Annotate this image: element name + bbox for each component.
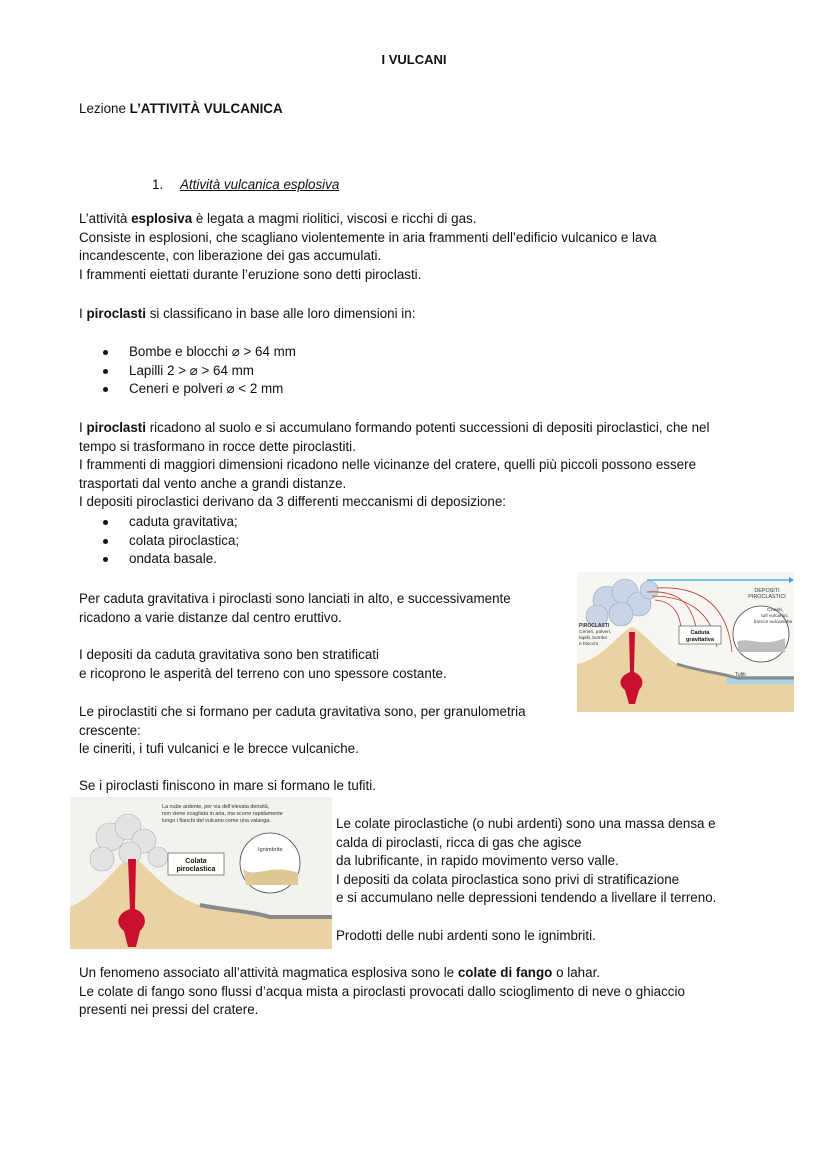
list-item: Ceneri e polveri ⌀ < 2 mm (79, 380, 759, 399)
list-item: caduta gravitativa; (79, 513, 759, 532)
section-title: Attività vulcanica esplosiva (180, 177, 340, 192)
paragraph-ignimbrites: Prodotti delle nubi ardenti sono le ignimbriti. (336, 928, 596, 943)
svg-text:Colata: Colata (185, 858, 207, 865)
paragraph-tufiti: Se i piroclasti finiscono in mare si formano le tufiti. (79, 778, 376, 793)
paragraph-granulometry: Le piroclastiti che si formano per caduta gravitativa sono, per granulometria crescente: le cineriti, i tufi vulcanici e le brecce vulcaniche. (79, 704, 526, 757)
lesson-prefix: Lezione (79, 101, 130, 116)
svg-text:e blocchi: e blocchi (579, 642, 598, 647)
svg-text:brecce vulcaniche: brecce vulcaniche (753, 620, 793, 625)
paragraph-explosive: L’attività esplosiva è legata a magmi riolitici, viscosi e ricchi di gas. Consiste in esplosioni, che scagliano violentemente in aria frammenti dell’edificio vulcanico e lava incandescente, con liberazione dei gas accumulati. I frammenti eiettati durante l’eruzione sono detti piroclasti. (79, 211, 657, 282)
paragraph-fall-deposits: I depositi da caduta gravitativa sono ben stratificati e ricoprono le asperità del terreno con uno spessore costante. (79, 647, 447, 681)
paragraph-lahar: Un fenomeno associato all’attività magmatica esplosiva sono le colate di fango o lahar. Le colate di fango sono flussi d’acqua mista a piroclasti provocati dallo scioglimento di neve o ghiaccio presenti nei pressi del cratere. (79, 965, 685, 1018)
figure-gravitational-fall (577, 572, 794, 712)
svg-text:non viene scagliata in aria, m: non viene scagliata in aria, ma scorre rapidamente (162, 811, 283, 817)
svg-text:DEPOSITI: DEPOSITI (754, 588, 780, 594)
paragraph-fall: Per caduta gravitativa i piroclasti sono lanciati in alto, e successivamente ricadono a varie distanze dal centro eruttivo. (79, 591, 511, 625)
svg-text:Cineriti,: Cineriti, (766, 608, 784, 613)
bold-esplosiva: esplosiva (131, 211, 193, 226)
svg-text:tufi vulcanici,: tufi vulcanici, (761, 614, 789, 619)
paragraph-deposits: I piroclasti ricadono al suolo e si accumulano formando potenti successioni di depositi piroclastici, che nel tempo si trasformano in rocce dette piroclastiti. I frammenti di maggiori dimensioni ricadono nelle vicinanze del cratere, quelli più piccoli possono essere trasportati dal vento anche a grandi distanze. I depositi piroclastici derivano da 3 differenti meccanismi di deposizione: (79, 420, 710, 510)
page-title: I VULCANI (381, 52, 447, 67)
bold-piroclasti-2: piroclasti (86, 420, 146, 435)
svg-text:PIROCLASTI: PIROCLASTI (579, 623, 610, 629)
svg-text:piroclastica: piroclastica (176, 866, 216, 873)
list-item: ondata basale. (79, 550, 759, 569)
svg-text:Tufiti: Tufiti (735, 672, 746, 678)
svg-text:Ceneri, polveri,: Ceneri, polveri, (579, 630, 612, 635)
list-item: colata piroclastica; (79, 532, 759, 551)
size-list (79, 343, 759, 399)
svg-text:Ignimbrite: Ignimbrite (258, 847, 283, 853)
lesson-line (79, 100, 283, 119)
svg-text:La nube ardente, per via dell’: La nube ardente, per via dell’elevata densità, (162, 804, 270, 810)
svg-text:lapilli, bombe: lapilli, bombe (579, 636, 607, 641)
paragraph-pyroclastic-flows: Le colate piroclastiche (o nubi ardenti) sono una massa densa e calda di piroclasti, ricca di gas che agisce da lubrificante, in rapido movimento verso valle. I depositi da colata piroclastica sono privi di stratificazione e si accumulano nelle depressioni tendendo a livellare il terreno. (336, 816, 717, 906)
lesson-name: L’ATTIVITÀ VULCANICA (129, 101, 283, 116)
list-item: Lapilli 2 > ⌀ > 64 mm (79, 362, 759, 381)
bold-piroclasti: piroclasti (86, 306, 146, 321)
section-heading (152, 176, 339, 195)
svg-text:Caduta: Caduta (690, 630, 710, 636)
figure-pyroclastic-flow (70, 797, 332, 949)
svg-text:PIROCLASTICI: PIROCLASTICI (748, 594, 786, 600)
section-number: 1. (152, 177, 164, 192)
svg-text:gravitativa: gravitativa (686, 637, 714, 643)
bold-colate-di-fango: colate di fango (457, 965, 553, 980)
svg-text:lungo i fianchi del vulcano co: lungo i fianchi del vulcano come una valanga. (162, 818, 271, 824)
mechanism-list (79, 513, 759, 569)
list-item: Bombe e blocchi ⌀ > 64 mm (79, 343, 759, 362)
paragraph-classification: I piroclasti si classificano in base alle loro dimensioni in: (79, 306, 416, 321)
